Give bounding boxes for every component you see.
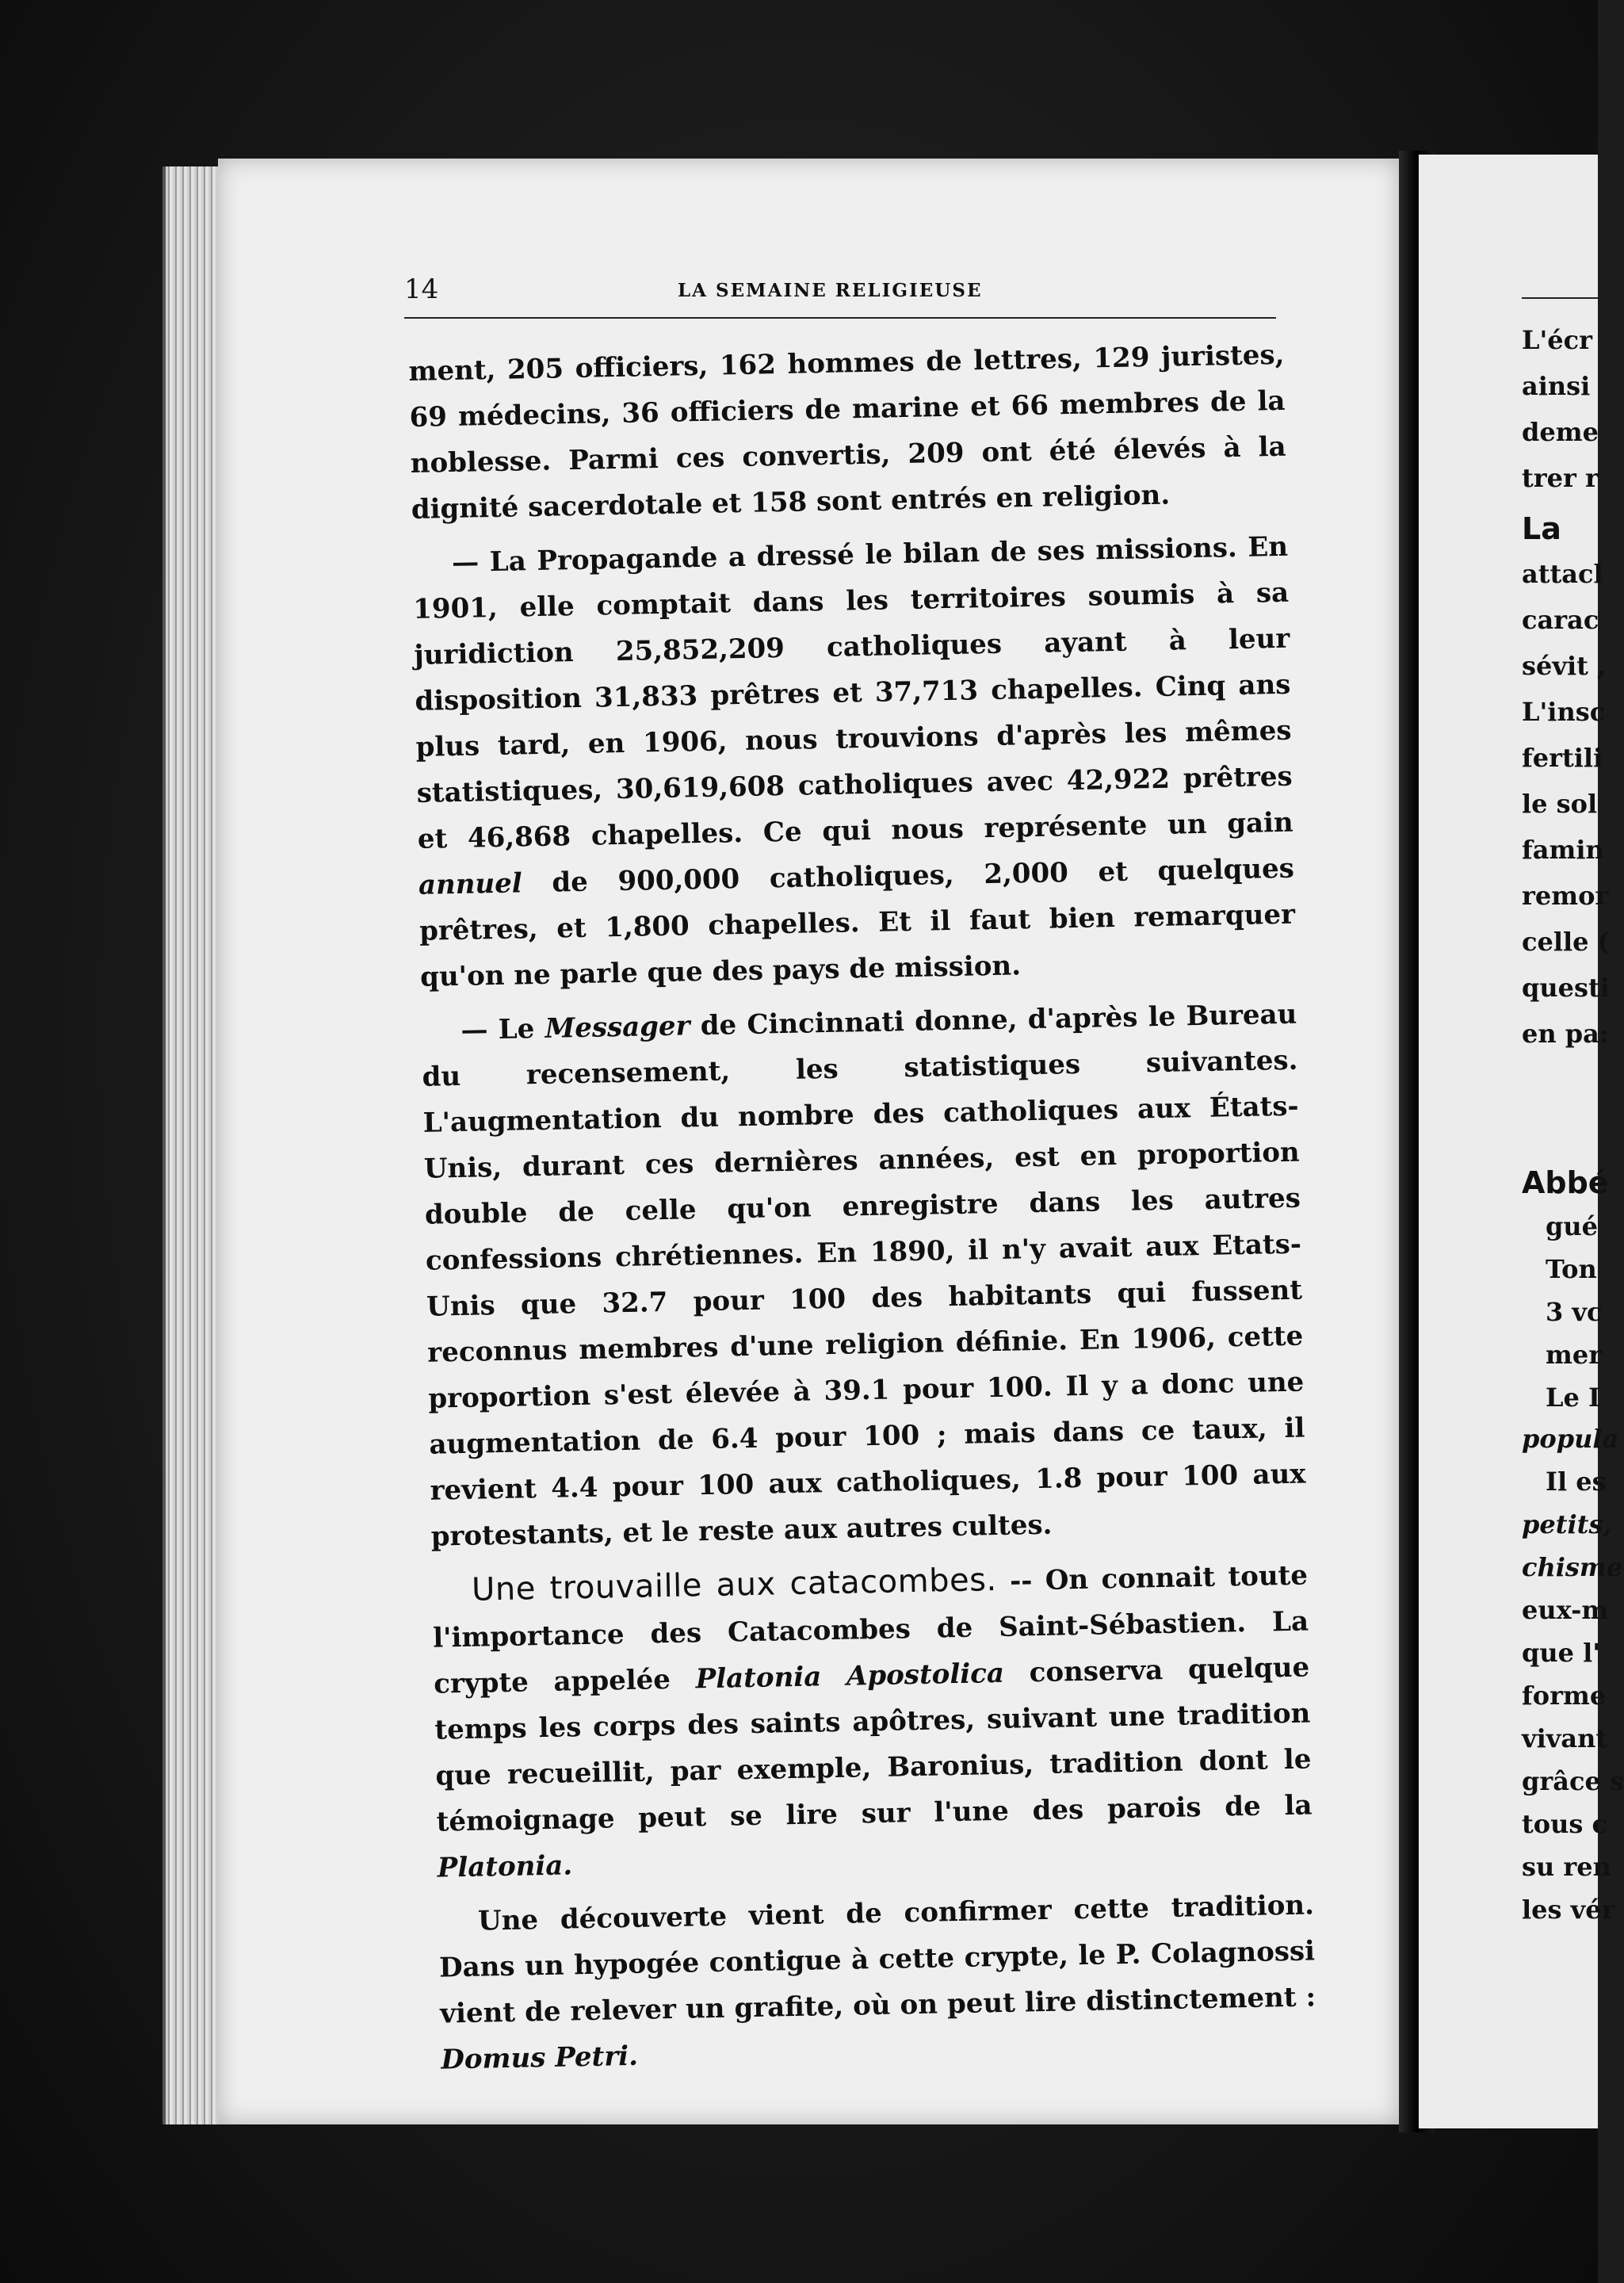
right-line: vivant (1522, 1723, 1608, 1753)
right-line: Le I (1546, 1382, 1600, 1413)
right-line: celle ( (1522, 927, 1610, 957)
header-rule (404, 317, 1276, 319)
right-line: forme (1522, 1681, 1607, 1711)
right-line: attacl (1522, 559, 1603, 589)
main-text (408, 332, 1317, 2091)
right-line: Ton (1546, 1254, 1597, 1284)
right-line: 3 vc (1546, 1297, 1603, 1327)
section-title: Une trouvaille aux catacombes. (471, 1562, 998, 1608)
paragraph-messager: — Le Messager de Cincinnati donne, d'après le Bureau du recensement, les statistiques suivantes. L'augmentation du nombre des catholiques aux États-Unis, durant ces dernières années, est en proportion double de celle qu'on enregistre dans les autres confessions chrétiennes. En 1890, il n'y avait aux Etats-Unis que 32.7 pour 100 des habitants qui fussent reconnus membres d'une religion définie. En 1906, cette proportion s'est élevée à 39.1 pour 100. Il y a donc une augmentation de 6.4 pour 100 ; mais dans ce taux, il revient 4.4 pour 100 aux catholiques, 1.8 pour 100 aux protestants, et le reste aux autres cultes. (422, 998, 1306, 1553)
right-line: trer r (1522, 463, 1599, 493)
right-line: Il es (1546, 1467, 1607, 1497)
paragraph-decouverte: Une découverte vient de confirmer cette tradition. Dans un hypogée contigue à cette crypte, le P. Colagnossi vient de relever un grafite, où on peut lire distinctement : Domus Petri. (438, 1889, 1316, 2076)
page-header (404, 273, 1276, 313)
right-line: tous c (1522, 1809, 1608, 1839)
right-line: La (1522, 511, 1561, 546)
right-line: eux-m (1522, 1595, 1609, 1625)
right-line: grâce s (1522, 1766, 1624, 1796)
right-line: mer (1546, 1340, 1603, 1370)
right-header-rule (1522, 297, 1598, 299)
running-head: LA SEMAINE RELIGIEUSE (678, 280, 983, 301)
right-line: su ren (1522, 1852, 1611, 1882)
right-line: popula (1522, 1424, 1619, 1454)
right-line: famin (1522, 835, 1604, 865)
right-line: remor (1522, 881, 1609, 911)
right-line: L'insc (1522, 697, 1606, 727)
right-line: questi (1522, 973, 1610, 1003)
paragraph-1: ment, 205 officiers, 162 hommes de lettres, 129 juristes, 69 médecins, 36 officiers de marine et 66 membres de la noblesse. Parmi ces convertis, 209 ont été élevés à la dignité sacerdotale et 158 sont entrés en religion. (408, 338, 1286, 526)
right-line: fertili (1522, 743, 1603, 773)
right-line: ainsi (1522, 371, 1591, 401)
right-line: petits, (1522, 1509, 1612, 1539)
right-line: sévit , (1522, 651, 1607, 681)
right-line: le sol (1522, 789, 1598, 819)
right-line: que l' (1522, 1638, 1601, 1668)
right-line: chisme (1522, 1552, 1623, 1582)
right-line: gué (1546, 1211, 1598, 1241)
paragraph-propagande: — La Propagande a dressé le bilan de ses missions. En 1901, elle comptait dans les territoires soumis à sa juridiction 25,852,209 catholiques ayant à leur disposition 31,833 prêtres et 37,713 chapelles. Cinq ans plus tard, en 1906, nous trouvions d'après les mêmes statistiques, 30,619,608 catholiques avec 42,922 prêtres et 46,868 chapelles. Ce qui nous représente un gain annuel de 900,000 catholiques, 2,000 et quelques prêtres, et 1,800 chapelles. Et il faut bien remarquer qu'on ne parle que des pays de mission. (412, 530, 1296, 993)
paragraph-catacombes: Une trouvaille aux catacombes. -- On connait toute l'importance des Catacombes de Saint-Sébastien. La crypte appelée Platonia Apostolica conserva quelque temps les corps des saints apôtres, suivant une tradition que recueillit, par exemple, Baronius, tradition dont le témoignage peut se lire sur l'une des parois de la Platonia. (432, 1559, 1313, 1884)
right-line: L'écr (1522, 325, 1592, 355)
page-number: 14 (404, 273, 439, 305)
right-line: les vér (1522, 1895, 1615, 1925)
right-line: en pa: (1522, 1019, 1609, 1049)
right-line: deme (1522, 417, 1599, 447)
right-line: carac (1522, 605, 1599, 635)
right-line: Abbé (1522, 1165, 1609, 1200)
